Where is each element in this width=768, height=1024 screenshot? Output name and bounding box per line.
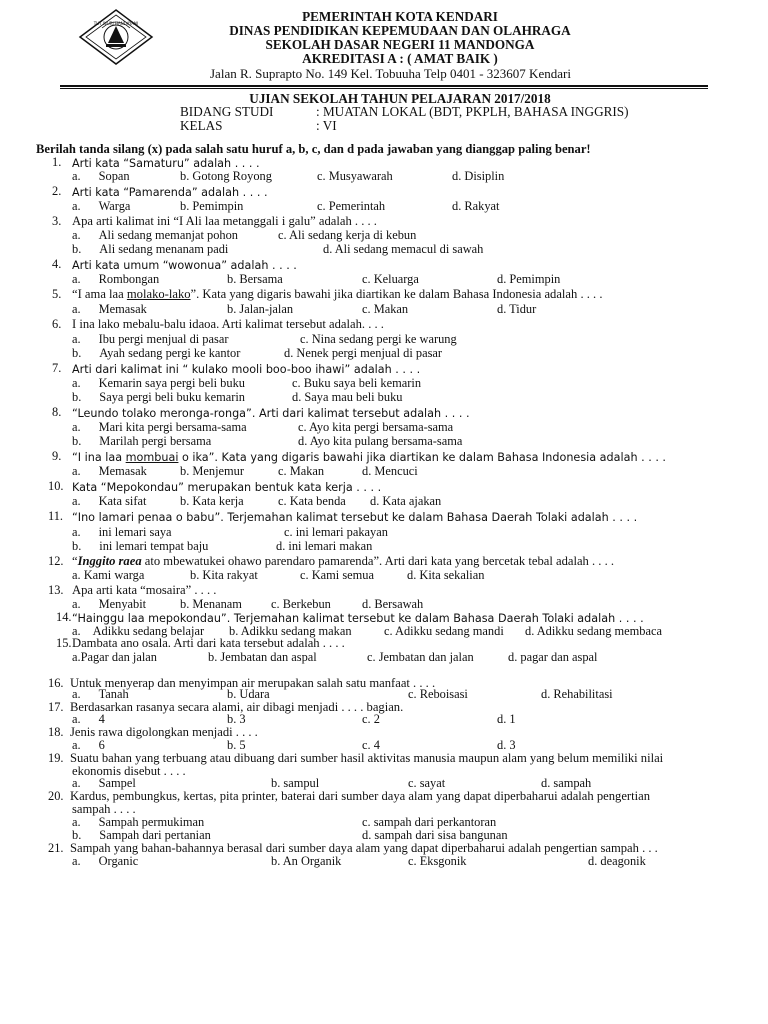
- option-d: d. Rakyat: [452, 199, 500, 213]
- question-text: Berdasarkan rasanya secara alami, air dibagi menjadi . . . . bagian.: [70, 700, 404, 714]
- option-a: a. Kemarin saya pergi beli buku: [72, 376, 245, 390]
- option-d: d. Mencuci: [362, 464, 418, 478]
- question-text: Untuk menyerap dan menyimpan air merupakan salah satu manfaat . . . .: [70, 676, 436, 690]
- question-number: 10.: [48, 479, 64, 493]
- option-a: a. Memasak: [72, 464, 147, 478]
- option-d: d. Ayo kita pulang bersama-sama: [298, 434, 463, 448]
- option-c: c. Nina sedang pergi ke warung: [300, 332, 457, 346]
- question-text: “I ina laa mombuai o ika”. Kata yang digaris bawahi jika diartikan ke dalam Bahasa Indonesia adalah . . . .: [72, 451, 666, 464]
- question-number: 11.: [48, 509, 64, 523]
- option-b: b. Bersama: [227, 272, 283, 286]
- option-d: d. deagonik: [588, 854, 646, 868]
- question-text-continued: ekonomis disebut . . . .: [72, 764, 186, 778]
- question-text: Kardus, pembungkus, kertas, pita printer, baterai dari sumber daya alam yang dapat diperbaharui adalah pengertian: [70, 789, 650, 803]
- option-c: c. Buku saya beli kemarin: [292, 376, 422, 390]
- option-d: d. Pemimpin: [497, 272, 561, 286]
- option-b: b. Jalan-jalan: [227, 302, 294, 316]
- header-divider-thin: [60, 88, 708, 89]
- option-c: c. Makan: [278, 464, 325, 478]
- question-number: 15.: [56, 636, 72, 650]
- option-a: a. ini lemari saya: [72, 525, 172, 539]
- option-a: a. Sampel: [72, 776, 136, 790]
- option-c: c. 4: [362, 738, 380, 752]
- department-title: DINAS PENDIDIKAN KEPEMUDAAN DAN OLAHRAGA: [229, 23, 571, 38]
- option-c: c. Kata benda: [278, 494, 346, 508]
- option-a: a. Warga: [72, 199, 131, 213]
- question-text: Arti kata “Samaturu” adalah . . . .: [72, 157, 260, 170]
- option-d: d. pagar dan aspal: [508, 650, 598, 664]
- option-c: c. Adikku sedang mandi: [384, 624, 504, 638]
- option-d: d. Kata ajakan: [370, 494, 442, 508]
- question-text: “I ama laa molako-lako”. Kata yang digaris bawahi jika diartikan ke dalam Bahasa Indonesia adalah . . . .: [72, 287, 603, 301]
- option-a: a. Menyabit: [72, 597, 147, 611]
- option-c: c. Keluarga: [362, 272, 419, 286]
- option-c: c. Ayo kita pergi bersama-sama: [298, 420, 454, 434]
- option-d: d. 1: [497, 712, 516, 726]
- option-c: c. Jembatan dan jalan: [367, 650, 474, 664]
- option-b: b. Udara: [227, 687, 270, 701]
- option-b: b. sampul: [271, 776, 320, 790]
- question-text-continued: sampah . . . .: [72, 802, 136, 816]
- question-text: Apa arti kata “mosaira” . . . .: [72, 583, 217, 597]
- option-d: d. ini lemari makan: [276, 539, 373, 553]
- option-a: a.Pagar dan jalan: [72, 650, 157, 664]
- question-number: 1.: [52, 155, 62, 169]
- option-a: a. Sopan: [72, 169, 130, 183]
- option-a: a. Adikku sedang belajar: [72, 624, 205, 638]
- logo-motto-text: TUT WURI HANDAYANI: [93, 21, 139, 26]
- option-a: a. Memasak: [72, 302, 147, 316]
- option-c: c. 2: [362, 712, 380, 726]
- question-number: 8.: [52, 405, 62, 419]
- option-d: d. Disiplin: [452, 169, 505, 183]
- option-d: d. Adikku sedang membaca: [525, 624, 662, 638]
- question-number: 9.: [52, 449, 62, 463]
- question-number: 2.: [52, 184, 62, 198]
- question-number: 20.: [48, 789, 64, 803]
- option-c: c. Berkebun: [271, 597, 331, 611]
- option-b: b. Marilah pergi bersama: [72, 434, 212, 448]
- question-number: 6.: [52, 317, 62, 331]
- question-text: Suatu bahan yang terbuang atau dibuang dari sumber hasil aktivitas manusia maupun alam yang belum memiliki nilai: [70, 751, 664, 765]
- option-a: a. Rombongan: [72, 272, 160, 286]
- option-a: a. Ibu pergi menjual di pasar: [72, 332, 229, 346]
- option-b: b. Sampah dari pertanian: [72, 828, 211, 842]
- question-number: 4.: [52, 257, 62, 271]
- exam-title: UJIAN SEKOLAH TAHUN PELAJARAN 2017/2018: [249, 91, 551, 106]
- option-d: d. sampah: [541, 776, 592, 790]
- school-title: SEKOLAH DASAR NEGERI 11 MANDONGA: [265, 37, 535, 52]
- option-b: b. Saya pergi beli buku kemarin: [72, 390, 245, 404]
- option-a: a. Sampah permukiman: [72, 815, 205, 829]
- option-b: b. Ayah sedang pergi ke kantor: [72, 346, 241, 360]
- question-number: 13.: [48, 583, 64, 597]
- question-text: Apa arti kalimat ini “I Ali laa metanggali i galu” adalah . . . .: [72, 214, 377, 228]
- option-b: b. Ali sedang menanam padi: [72, 242, 229, 256]
- question-number: 19.: [48, 751, 64, 765]
- option-c: c. ini lemari pakayan: [284, 525, 388, 539]
- option-a: a. Kata sifat: [72, 494, 147, 508]
- option-b: b. 3: [227, 712, 246, 726]
- option-b: b. Kata kerja: [180, 494, 244, 508]
- option-d: d. Tidur: [497, 302, 537, 316]
- option-c: c. Reboisasi: [408, 687, 468, 701]
- option-c: c. Kami semua: [300, 568, 374, 582]
- option-b: b. Menanam: [180, 597, 242, 611]
- subject-value: : MUATAN LOKAL (BDT, PKPLH, BAHASA INGGRIS): [316, 104, 629, 119]
- option-c: c. Pemerintah: [317, 199, 386, 213]
- option-a: a. Ali sedang memanjat pohon: [72, 228, 238, 242]
- question-text: Arti dari kalimat ini “ kulako mooli boo-boo ihawi” adalah . . . .: [72, 363, 421, 376]
- question-number: 7.: [52, 361, 62, 375]
- question-number: 3.: [52, 214, 62, 228]
- school-address: Jalan R. Suprapto No. 149 Kel. Tobuuha Telp 0401 - 323607 Kendari: [210, 66, 571, 81]
- question-number: 14.: [56, 610, 72, 624]
- option-b: b. 5: [227, 738, 246, 752]
- option-b: b. An Organik: [271, 854, 342, 868]
- option-c: c. sayat: [408, 776, 446, 790]
- option-a: a. Mari kita pergi bersama-sama: [72, 420, 247, 434]
- accreditation-title: AKREDITASI A : ( AMAT BAIK ): [302, 51, 498, 66]
- question-number: 21.: [48, 841, 64, 855]
- option-d: d. Rehabilitasi: [541, 687, 613, 701]
- question-text: Arti kata “Pamarenda” adalah . . . .: [72, 186, 268, 199]
- option-d: d. Kita sekalian: [407, 568, 485, 582]
- option-c: c. Musyawarah: [317, 169, 393, 183]
- option-d: d. Saya mau beli buku: [292, 390, 403, 404]
- question-text: Kata “Mepokondau” merupakan bentuk kata kerja . . . .: [72, 481, 382, 494]
- option-b: b. Pemimpin: [180, 199, 244, 213]
- option-c: c. sampah dari perkantoran: [362, 815, 497, 829]
- option-a: a. Kami warga: [72, 568, 145, 582]
- instructions: Berilah tanda silang (x) pada salah satu huruf a, b, c, dan d pada jawaban yang dianggap paling benar!: [36, 142, 591, 156]
- question-text: Dambata ano osala. Arti dari kata tersebut adalah . . . .: [72, 636, 345, 650]
- option-a: a. 6: [72, 738, 105, 752]
- option-a: a. Organic: [72, 854, 139, 868]
- header-divider-thick: [60, 85, 708, 87]
- option-a: a. 4: [72, 712, 105, 726]
- class-value: : VI: [316, 118, 337, 133]
- option-d: d. Ali sedang memacul di sawah: [323, 242, 484, 256]
- option-c: c. Makan: [362, 302, 409, 316]
- question-text: “Hainggu laa mepokondau”. Terjemahan kalimat tersebut ke dalam Bahasa Daerah Tolaki adalah . . . .: [72, 612, 644, 625]
- option-d: d. sampah dari sisa bangunan: [362, 828, 508, 842]
- question-text: “Ino lamari penaa o babu”. Terjemahan kalimat tersebut ke dalam Bahasa Daerah Tolaki adalah . . . .: [72, 511, 638, 524]
- option-b: b. Menjemur: [180, 464, 245, 478]
- option-b: b. ini lemari tempat baju: [72, 539, 209, 553]
- option-a: a. Tanah: [72, 687, 129, 701]
- question-number: 5.: [52, 287, 62, 301]
- question-number: 16.: [48, 676, 64, 690]
- question-number: 12.: [48, 554, 64, 568]
- government-title: PEMERINTAH KOTA KENDARI: [302, 9, 498, 24]
- question-text: “Leundo tolako meronga-ronga”. Arti dari kalimat tersebut adalah . . . .: [72, 407, 470, 420]
- question-number: 17.: [48, 700, 64, 714]
- question-text: Jenis rawa digolongkan menjadi . . . .: [70, 725, 258, 739]
- option-b: b. Jembatan dan aspal: [208, 650, 317, 664]
- question-number: 18.: [48, 725, 64, 739]
- option-b: b. Gotong Royong: [180, 169, 272, 183]
- class-label: KELAS: [180, 118, 223, 133]
- question-text: Sampah yang bahan-bahannya berasal dari sumber daya alam yang dapat diperbaharui adalah pengertian sampah . . .: [70, 841, 658, 855]
- question-text: Arti kata umum “wowonua” adalah . . . .: [72, 259, 297, 272]
- subject-label: BIDANG STUDI: [180, 104, 274, 119]
- option-c: c. Eksgonik: [408, 854, 467, 868]
- option-c: c. Ali sedang kerja di kebun: [278, 228, 417, 242]
- option-d: d. Bersawah: [362, 597, 424, 611]
- school-emblem-logo: [78, 8, 154, 66]
- option-b: b. Adikku sedang makan: [229, 624, 352, 638]
- question-text: “Inggito raea ato mbewatukei ohawo parendaro pamarenda”. Arti dari kata yang bercetak tebal adalah . . . .: [72, 554, 615, 568]
- question-text: I ina lako mebalu-balu idaoa. Arti kalimat tersebut adalah. . . .: [72, 317, 384, 331]
- option-b: b. Kita rakyat: [190, 568, 258, 582]
- option-d: d. Nenek pergi menjual di pasar: [284, 346, 443, 360]
- option-d: d. 3: [497, 738, 516, 752]
